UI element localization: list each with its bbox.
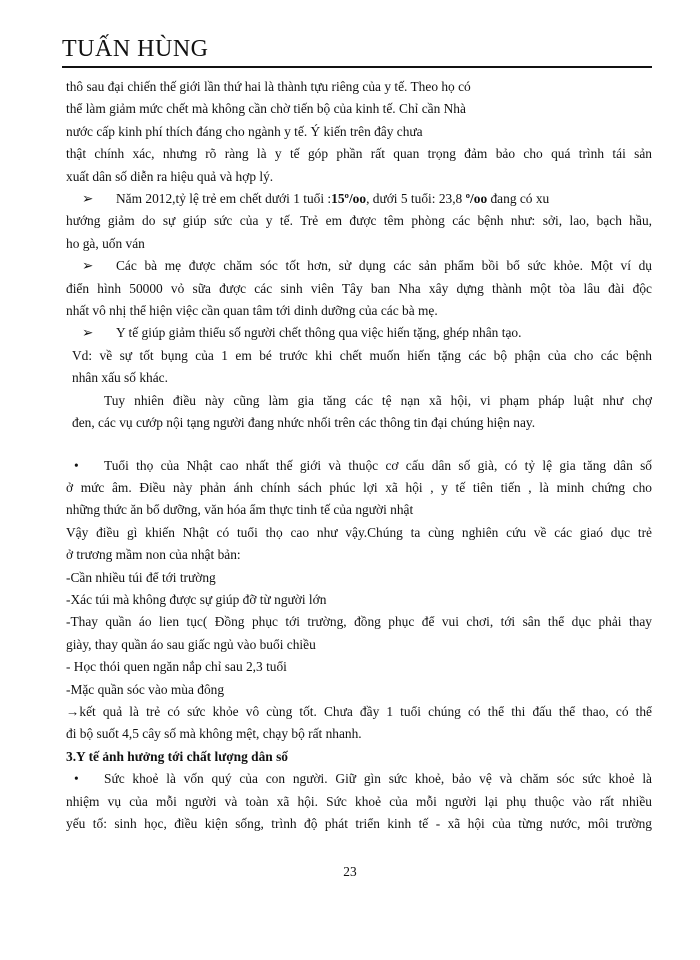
item-text: Năm 2012,tỷ lệ trẻ em chết dưới 1 tuổi : [116, 191, 332, 207]
paragraph-line: hướng giảm do sự giúp sức của y tế. Trẻ em được têm phòng các bệnh như: sởi, lao, bạch hầu, [66, 213, 652, 229]
list-item: -Cần nhiều túi để tới trường [66, 569, 216, 585]
item-text: Y tế giúp giảm thiểu số người chết thông qua việc hiến tặng, ghép nhân tạo. [116, 325, 522, 341]
paragraph-line: Vậy điều gì khiến Nhật có tuổi thọ cao như vậy.Chúng ta cùng nghiên cứu về các giaó dục trẻ [66, 524, 652, 540]
paragraph-line: Tuy nhiên điều này cũng làm gia tăng các tệ nạn xã hội, vi phạm pháp luật như chợ [104, 392, 652, 408]
paragraph-line: thể làm giảm mức chết mà không cần chờ tiến bộ của kinh tế. Chỉ cần Nhà [66, 101, 466, 117]
list-item-japan [66, 455, 652, 477]
item-text: Tuổi thọ của Nhật cao nhất thế giới và thuộc cơ cấu dân số già, có tỷ lệ gia tăng dân số [104, 457, 652, 473]
header-divider [62, 66, 652, 68]
list-item: -Thay quần áo lien tục( Đồng phục tới trường, đồng phục để vui chơi, tới sân thể dục phải thay [66, 614, 652, 630]
arrow-bullet-icon: ➢ [82, 191, 94, 207]
list-item-health [66, 768, 652, 790]
paragraph-line: những thức ăn bổ dưỡng, văn hóa ẩm thực tinh tế của người nhật [66, 502, 414, 518]
list-item: -Xác túi mà không được sự giúp đỡ từ người lớn [66, 591, 327, 607]
list-item-donation [66, 322, 652, 344]
paragraph-line: điển hình 50000 vỏ sữa được các sinh viên Tây ban Nha xây dựng thành một tòa lâu đài độc [66, 280, 652, 296]
list-item: - Học thói quen ngăn nắp chỉ sau 2,3 tuổi [66, 659, 287, 675]
page-header-title: TUẤN HÙNG [62, 36, 209, 62]
bullet-icon: • [74, 457, 79, 473]
paragraph-line: xuất dân số diễn ra hiệu quả và hợp lý. [66, 168, 274, 184]
list-item-mortality [66, 188, 652, 210]
paragraph-line: Vd: về sự tốt bụng của 1 em bé trước khi chết muốn hiến tặng các bộ phận của cho các bệnh [72, 347, 652, 363]
item-text: , dưới 5 tuổi: 23,8 [366, 191, 466, 207]
paragraph-line: yếu tố: sinh học, điều kiện sống, trình độ phát triển kinh tế - xã hội của từng nước, môi trường [66, 816, 652, 831]
page-body [66, 76, 652, 835]
list-item: -Mặc quần sóc vào mùa đông [66, 681, 225, 697]
paragraph-line: nhiệm vụ của mỗi người và toàn xã hội. Sức khoẻ của mỗi người lại phụ thuộc vào rất nhiều [66, 793, 652, 809]
paragraph-line: thật chính xác, nhưng rõ ràng là y tế góp phần rất quan trọng đảm bảo cho quá trình tái sản [66, 146, 652, 162]
page-number: 23 [343, 864, 357, 879]
item-text: Sức khoẻ là vốn quý của con người. Giữ gìn sức khoẻ, bảo vệ và chăm sóc sức khoẻ là [104, 771, 652, 787]
arrow-bullet-icon: ➢ [82, 325, 94, 341]
paragraph-line: →kết quả là trẻ có sức khỏe vô cùng tốt. Chưa đầy 1 tuổi chúng có thể thi đấu thể thao, có thể [66, 703, 652, 719]
paragraph-line: đi bộ suốt 4,5 cây số mà không mệt, chạy bộ rất nhanh. [66, 726, 362, 742]
paragraph-line: ho gà, uốn ván [66, 235, 145, 251]
item-text: đang có xu [487, 191, 550, 207]
item-text: Các bà mẹ được chăm sóc tốt hơn, sử dụng các sản phẩm bồi bổ sức khỏe. Một ví dụ [116, 258, 652, 274]
list-item: giày, thay quần áo sau giấc ngủ vào buổi chiều [66, 636, 316, 652]
paragraph-line: ở mức âm. Điều này phản ánh chính sách phúc lợi xã hội , y tế tiên tiến , là minh chứng cho [66, 479, 652, 495]
paragraph-line: nhất vô nhị thể hiện việc cần quan tâm tới dinh dưỡng của các bà mẹ. [66, 303, 438, 319]
spacer [66, 435, 652, 455]
list-item-mothers [66, 255, 652, 277]
bullet-icon: • [74, 771, 79, 787]
paragraph-line: đen, các vụ cướp nội tạng người đang nhức nhối trên các thông tin đại chúng hiện nay. [72, 415, 536, 431]
rate-unit: º/oo [465, 191, 488, 207]
paragraph-line: nước cấp kinh phí thích đáng cho ngành y tế. Ý kiến trên đây chưa [66, 123, 423, 139]
arrow-bullet-icon: ➢ [82, 258, 94, 274]
section-heading: 3.Y tế ảnh hưởng tới chất lượng dân số [66, 748, 288, 764]
paragraph-line: nhân xấu số khác. [72, 370, 168, 386]
paragraph-line: thô sau đại chiến thế giới lần thứ hai là thành tựu riêng của y tế. Theo họ có [66, 79, 471, 94]
paragraph-line: ở trương mầm non của nhật bản: [66, 547, 241, 563]
rate-value: 15º/oo [331, 191, 367, 207]
